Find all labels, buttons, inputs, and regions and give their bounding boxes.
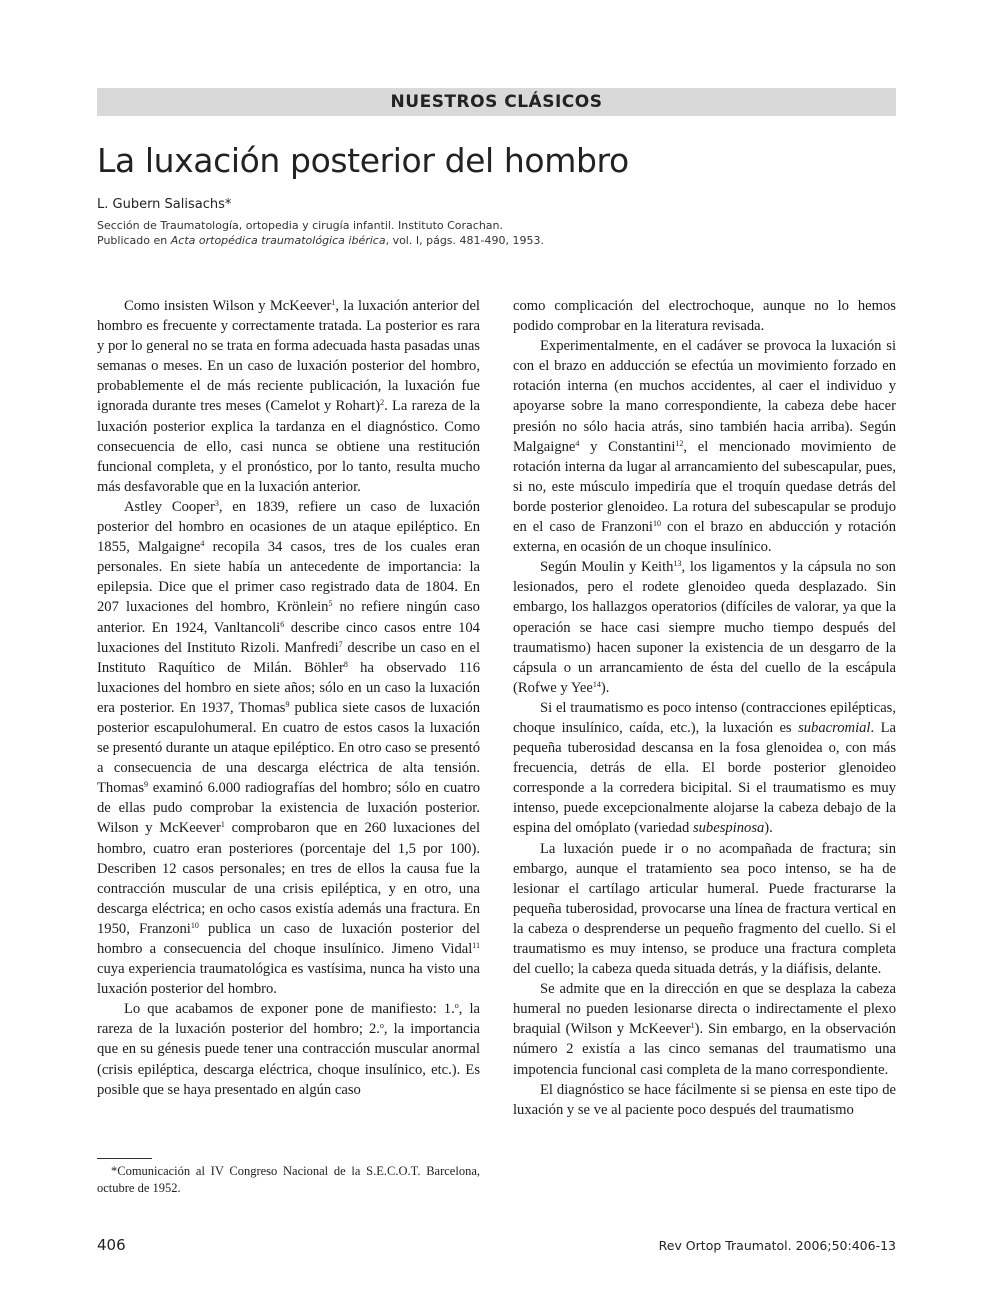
page-number: 406: [97, 1236, 126, 1254]
publication-note: [97, 234, 544, 247]
text: Como insisten Wilson y McKeever: [124, 298, 332, 314]
text: publica un caso de luxación posterior del hombro a consecuencia del choque insulínico. Jimeno Vidal: [97, 920, 480, 957]
italic-term: subacromial: [798, 719, 871, 736]
section-header: NUESTROS CLÁSICOS: [97, 88, 896, 116]
citation: 4: [575, 438, 580, 448]
paragraph: [513, 336, 896, 557]
text: . La rareza de la luxación posterior explica la tardanza en el diagnóstico. Como consecuencia de ello, casi nunca se obtiene una restitución funcional completa, y el pronóstico, por lo tanto, resulta mucho más desfavorable que en la luxación anterior.: [97, 398, 480, 495]
affiliation: Sección de Traumatología, ortopedia y cirugía infantil. Instituto Corachan.: [97, 219, 504, 232]
citation: 2: [380, 398, 385, 408]
text: Se admite que en la dirección en que se desplaza la cabeza humeral no pueden lesionarse directa o indirectamente el plexo braquial (Wilson y McKeever: [513, 981, 896, 1038]
text: Según Moulin y Keith: [540, 559, 674, 576]
text: comprobaron que en 260 luxaciones del hombro, cuatro eran posteriores (porcentaje del 1,5 por 100). Describen 12 casos personales; en tres de ellos la causa fue la contracción muscular de una crisis epiléptica, y en otro, una descarga eléctrica; en ocho casos existía además una fractura. En 1950, Franzoni: [97, 820, 481, 937]
citation: 1: [331, 298, 336, 307]
citation: 8: [343, 659, 348, 669]
paragraph: [97, 296, 480, 497]
paragraph: [97, 999, 480, 1099]
citation: 9: [285, 699, 290, 709]
text: examinó 6.000 radiografías del hombro; sólo en cuatro de ellas pudo comprobar la existencia de luxación posterior. Wilson y McKeever: [97, 780, 480, 837]
citation: 10: [652, 519, 661, 529]
citation: 6: [280, 619, 285, 629]
text: , la rareza de la luxación posterior del hombro; 2.: [97, 1001, 480, 1038]
text: y Constantini: [579, 438, 676, 455]
ordinal: o: [379, 1021, 384, 1031]
paragraph: La luxación puede ir o no acompañada de fractura; sin embargo, aunque el tratamiento sea poco intenso, se ha de lesionar el cartílago articular humeral. Puede fracturarse la pequeña tuberosidad, provocarse una línea de fractura vertical en la cabeza o desprenderse un pequeño fragmento del cuello. Si el traumatismo es muy intenso, se produce una fractura completa del cuello; la cabeza queda situada detrás, y la diáfisis, delante.: [513, 840, 896, 978]
journal-citation: Rev Ortop Traumatol. 2006;50:406-13: [658, 1238, 896, 1253]
text: Astley Cooper: [124, 498, 215, 515]
text: cuya experiencia traumatológica es vastísima, nunca ha visto una luxación posterior del hombro.: [97, 961, 480, 998]
text: , el mencionado movimiento de rotación interna da lugar al arrancamiento del subescapular, pues, si no, este músculo impediría que el troquín quedase detrás del borde posterior glenoideo. La rotura del subescapular se produjo en el caso de Franzoni: [513, 438, 896, 536]
text: ).: [764, 820, 773, 837]
text: ). Sin embargo, en la observación número 2 existía a las cinco semanas del traumatismo una impotencia funcional casi completa de la mano correspondiente.: [513, 1021, 896, 1078]
citation: 9: [144, 780, 149, 790]
citation: 14: [592, 679, 601, 689]
left-column: [97, 296, 480, 1100]
paragraph: [513, 979, 896, 1079]
text: Experimentalmente, en el cadáver se provoca la luxación si con el brazo en adducción se efectúa un movimiento forzado en rotación interna (en muchos accidentes, al caer el individuo y apoyarse sobre la mano correspondiente, la cabeza debe hacer presión no sólo hacia atrás, sino también hacia arriba). Según Malgaigne: [513, 338, 896, 455]
text: , la luxación anterior del hombro es frecuente y correctamente tratada. La posterior es rara y por lo general no se trata en forma adecuada hasta pasadas unas semanas o meses. En un caso de luxación posterior del hombro, probablemente el de más reciente publicación, la luxación fue ignorada durante tres meses (Camelot y Rohart): [97, 298, 480, 415]
paragraph: [97, 497, 480, 999]
italic-term: subespinosa: [692, 820, 765, 837]
text: con el brazo en abducción y rotación externa, en ocasión de un choque insulínico.: [513, 519, 896, 556]
citation: 11: [472, 941, 480, 950]
text: , los ligamentos y la cápsula no son lesionados, pero el rodete glenoideo queda desplazado. Sin embargo, los hallazgos operatorios (difíciles de valorar, ya que la operación se hace casi siempre mucho tiempo después del traumatismo) hacen suponer la existencia de un desgarro de la cápsula o un arrancamiento de ésta del cuello de la escápula (Rofwe y Yee: [513, 559, 896, 696]
citation: 1: [690, 1021, 695, 1031]
publication-prefix: Publicado en: [97, 234, 171, 247]
paragraph: El diagnóstico se hace fácilmente si se piensa en este tipo de luxación y se ve al paciente poco después del traumatismo: [513, 1081, 896, 1118]
citation: 3: [214, 498, 219, 508]
citation: 12: [675, 438, 684, 448]
text: ).: [600, 679, 610, 696]
text: , en 1839, refiere un caso de luxación posterior del hombro en ocasiones de un ataque epiléptico. En 1855, Malgaigne: [97, 498, 480, 556]
text: ha observado 116 luxaciones del hombro en siete años; sólo en un caso la luxación era posterior. En 1937, Thomas: [97, 659, 480, 716]
publication-suffix: , vol. I, págs. 481-490, 1953.: [385, 234, 544, 247]
text: Si el traumatismo es poco intenso (contracciones epilépticas, choque insulínico, caída, etc.), la luxación es: [513, 699, 896, 736]
text: describe cinco casos entre 104 luxaciones del Instituto Rizoli. Manfredi: [97, 619, 480, 656]
text: . La pequeña tuberosidad descansa en la fosa glenoidea o, con más frecuencia, detrás de ella. El borde posterior glenoideo corresponde a la corredera bicipital. Si el traumatismo es muy intenso, puede excepcionalmente alojarse la cabeza debajo de la espina del omóplato (variedad: [513, 719, 896, 837]
text: , la importancia que en su génesis puede tener una contracción muscular anormal (crisis epiléptica, descarga eléctrica, choque insulínico, etc.). Es posible que se haya presentado en algún caso: [97, 1021, 480, 1098]
text: publica siete casos de luxación posterior escapulohumeral. En cuatro de estos casos la luxación se presentó durante un ataque epiléptico. En otro caso se presentó a consecuencia de una descarga eléctrica de alta tensión. Thomas: [97, 699, 480, 797]
citation: 1: [220, 820, 225, 830]
citation: 7: [338, 639, 343, 649]
paragraph: [513, 557, 896, 698]
text: Lo que acabamos de exponer pone de manifiesto: 1.: [124, 1001, 455, 1018]
paragraph: como complicación del electrochoque, aunque no lo hemos podido comprobar en la literatura revisada.: [513, 298, 896, 335]
citation: 10: [190, 920, 199, 930]
author: L. Gubern Salisachs*: [97, 197, 232, 212]
text: no refiere ningún caso anterior. En 1924, Vanltancoli: [97, 599, 480, 636]
ordinal: o: [454, 1001, 459, 1011]
footnote-divider: [97, 1158, 152, 1159]
text: describe un caso en el Instituto Raquítico de Milán. Böhler: [97, 639, 480, 676]
footnote: *Comunicación al IV Congreso Nacional de la S.E.C.O.T. Barcelona, octubre de 1952.: [97, 1164, 480, 1195]
text: recopila 34 casos, tres de los cuales eran personales. En siete había un antecedente de importancia: la epilepsia. Dice que el primer caso registrado data de 1804. En 207 luxaciones del hombro, Krönlein: [97, 539, 480, 616]
article-title: La luxación posterior del hombro: [97, 141, 629, 180]
paragraph: [513, 698, 896, 839]
right-column: [513, 296, 896, 1120]
citation: 4: [200, 539, 205, 549]
publication-journal: Acta ortopédica traumatológica ibérica: [170, 234, 386, 247]
citation: 5: [328, 599, 333, 609]
citation: 13: [673, 559, 682, 569]
